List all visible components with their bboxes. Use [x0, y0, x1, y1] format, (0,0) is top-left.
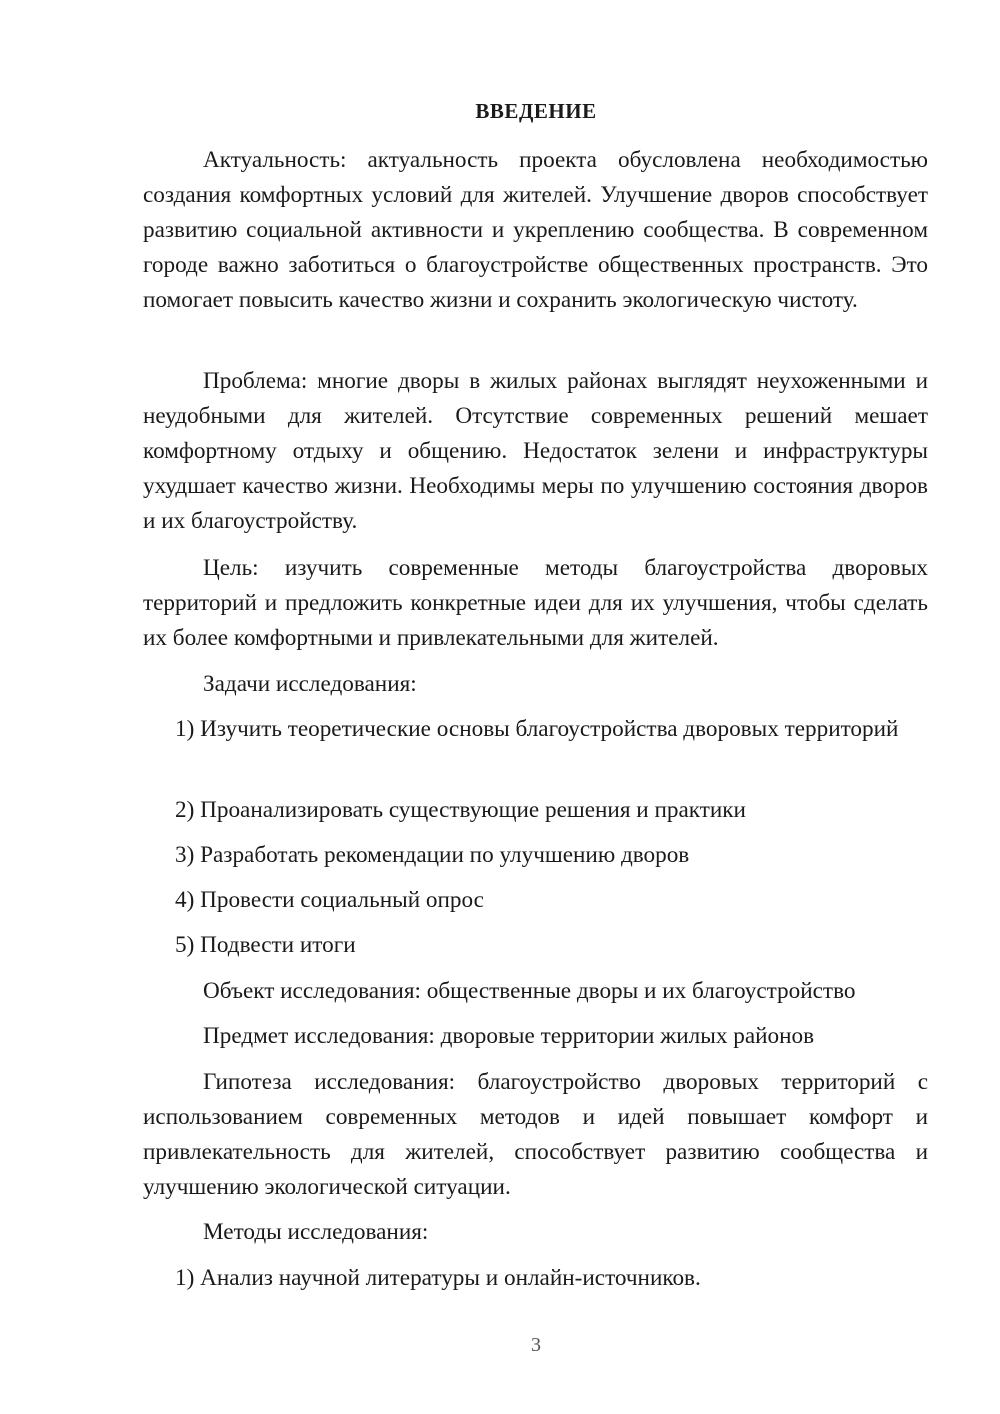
task-item-1: 1) Изучить теоретические основы благоустройства дворовых территорий — [175, 716, 899, 742]
task-item-2: 2) Проанализировать существующие решения и практики — [175, 797, 746, 823]
subject-section — [143, 1019, 928, 1054]
relevance-section — [143, 143, 928, 318]
task-item-5: 5) Подвести итоги — [175, 932, 356, 958]
page-number: 3 — [531, 1334, 541, 1356]
object-section — [143, 974, 928, 1009]
goal-paragraph: Цель: изучить современные методы благоустройства дворовых территорий и предложить конкретные идеи для их улучшения, чтобы сделать их более комфортными и привлекательными для жителей. — [143, 555, 928, 651]
task-list-item — [143, 712, 928, 747]
task-list-item — [143, 838, 928, 873]
problem-paragraph: Проблема: многие дворы в жилых районах выглядят неухоженными и неудобными для жителей. Отсутствие современных решений мешает комфортному отдыху и общению. Недостаток зелени и инфраструктуры ухудшает качество жизни. Необходимы меры по улучшению состояния дворов и их благоустройству. — [143, 368, 928, 534]
methods-heading-block — [143, 1215, 928, 1250]
page-title: ВВЕДЕНИЕ — [475, 99, 597, 123]
object-paragraph: Объект исследования: общественные дворы и их благоустройство — [203, 978, 856, 1004]
methods-heading: Методы исследования: — [203, 1219, 429, 1245]
task-list-item — [143, 793, 928, 828]
hypothesis-paragraph: Гипотеза исследования: благоустройство дворовых территорий с использованием современных методов и идей повышает комфорт и привлекательность для жителей, способствует развитию сообщества и улучшению экологической ситуации. — [143, 1069, 928, 1200]
tasks-heading: Задачи исследования: — [203, 671, 417, 697]
tasks-heading-block — [143, 667, 928, 702]
task-list-item — [143, 883, 928, 918]
task-list-item — [143, 928, 928, 963]
task-item-3: 3) Разработать рекомендации по улучшению дворов — [175, 842, 690, 868]
goal-section — [143, 551, 928, 656]
problem-section — [143, 364, 928, 539]
method-item-1: 1) Анализ научной литературы и онлайн-источников. — [175, 1265, 701, 1291]
task-item-4: 4) Провести социальный опрос — [175, 887, 484, 913]
relevance-paragraph: Актуальность: актуальность проекта обусловлена необходимостью создания комфортных условий для жителей. Улучшение дворов способствует развитию социальной активности и укреплению сообщества. В современном городе важно заботиться о благоустройстве общественных пространств. Это помогает повысить качество жизни и сохранить экологическую чистоту. — [143, 147, 928, 313]
hypothesis-section — [143, 1065, 928, 1205]
methods-list-item — [143, 1261, 928, 1296]
subject-paragraph: Предмет исследования: дворовые территории жилых районов — [203, 1023, 815, 1049]
